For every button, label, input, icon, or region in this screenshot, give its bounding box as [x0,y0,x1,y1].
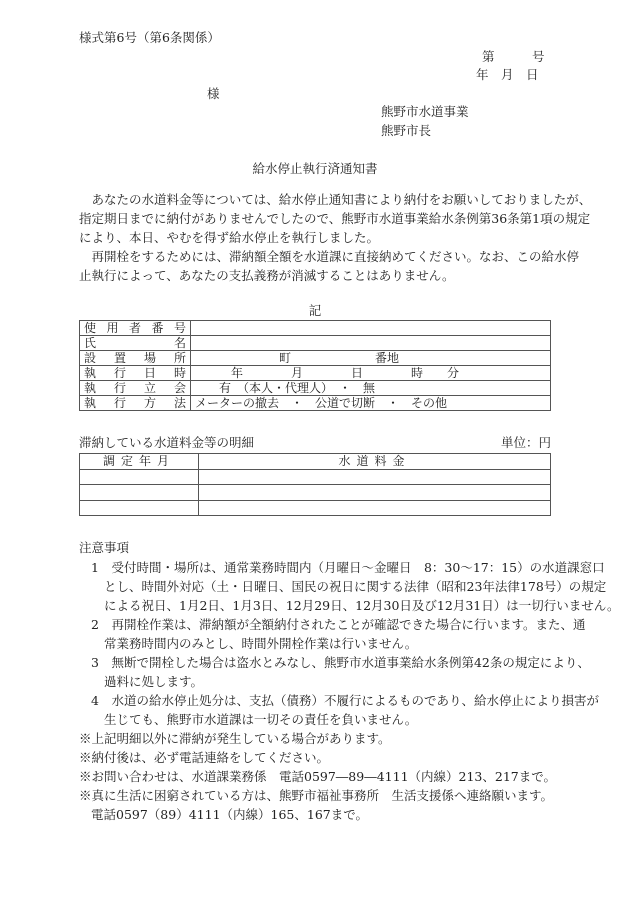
note-line: 1 受付時間・場所は、通常業務時間内（月曜日～金曜日 8：30～17：15）の水道課窓口 [91,560,605,575]
table-row [80,469,551,485]
issuer-mayor: 熊野市長 [381,123,432,138]
row-label: 執行日時 [80,366,191,381]
table-row [80,500,551,516]
row-label: 執行方法 [80,396,191,411]
note-line: 4 水道の給水停止処分は、支払（債務）不履行によるものであり、給水停止により損害が [91,693,599,708]
table-row [80,485,551,501]
note-line: ※お問い合わせは、水道課業務係 電話0597―89―4111（内線）213、217まで。 [79,769,556,784]
table-row [80,366,551,381]
body-line: 指定期日までに納付がありませんでしたので、熊野市水道事業給水条例第36条第1項の規定 [79,211,591,226]
body-line: により、本日、やむを得ず給水停止を執行しました。 [79,230,380,245]
arrears-heading: 滞納している水道料金等の明細 [79,435,255,450]
form-number: 様式第6号（第6条関係） [79,30,220,45]
row-value [191,321,551,336]
page-title: 給水停止執行済通知書 [252,161,378,176]
table-row [80,396,551,411]
table-cell [199,469,551,485]
note-line: ※納付後は、必ず電話連絡をしてください。 [79,750,330,765]
arrears-table [79,453,551,516]
table-row [80,336,551,351]
table-cell [80,469,199,485]
table-row [80,381,551,396]
row-value: 町 番地 [191,351,551,366]
note-line: による祝日、1月2日、1月3日、12月29日、12月30日及び12月31日）は一切行いません。 [104,598,620,613]
note-line: 2 再開栓作業は、滞納額が全額納付されたことが確認できた場合に行います。また、通 [91,617,586,632]
ki-heading: 記 [308,303,322,318]
unit-label: 単位：円 [500,435,551,450]
note-line: 電話0597（89）4111（内線）165、167まで。 [91,807,368,822]
note-line: 常業務時間内のみとし、時間外開栓作業は行いません。 [104,636,418,651]
table-row [80,321,551,336]
body-line: 止執行によって、あなたの支払義務が消滅することはありません。 [79,268,455,283]
note-line: とし、時間外対応（土・日曜日、国民の祝日に関する法律（昭和23年法律178号）の規定 [104,579,607,594]
row-label: 執行立会 [80,381,191,396]
note-line: ※真に生活に困窮されている方は、熊野市福祉事務所 生活支援係へ連絡願います。 [79,788,554,803]
row-label: 使用者番号 [80,321,191,336]
row-label: 氏名 [80,336,191,351]
note-line: ※上記明細以外に滞納が発生している場合があります。 [79,731,391,746]
table-cell [80,485,199,501]
table-cell [80,500,199,516]
document-date: 年 月 日 [476,67,539,82]
column-header: 調定年月 [80,454,199,470]
table-cell [199,500,551,516]
row-label: 設置場所 [80,351,191,366]
body-line: あなたの水道料金等については、給水停止通知書により納付をお願いしておりましたが、 [79,192,592,207]
note-line: 過料に処します。 [104,674,204,689]
row-value: 有 （本人・代理人） ・ 無 [191,381,551,396]
table-cell [199,485,551,501]
execution-info-table [79,320,551,411]
note-line: 生じても、熊野市水道課は一切その責任を負いません。 [104,712,418,727]
table-header-row [80,454,551,470]
issuer-organization: 熊野市水道事業 [381,104,469,119]
row-value: 年 月 日 時 分 [191,366,551,381]
document-number: 第 号 [482,49,545,64]
addressee-suffix: 様 [207,86,220,101]
body-line: 再開栓をするためには、滞納額全額を水道課に直接納めてください。なお、この給水停 [79,249,580,264]
column-header: 水道料金 [199,454,551,470]
row-value: メーターの撤去 ・ 公道で切断 ・ その他 [191,396,551,411]
row-value [191,336,551,351]
table-row [80,351,551,366]
notes-heading: 注意事項 [79,540,130,555]
note-line: 3 無断で開栓した場合は盗水とみなし、熊野市水道事業給水条例第42条の規定により、 [91,655,590,670]
